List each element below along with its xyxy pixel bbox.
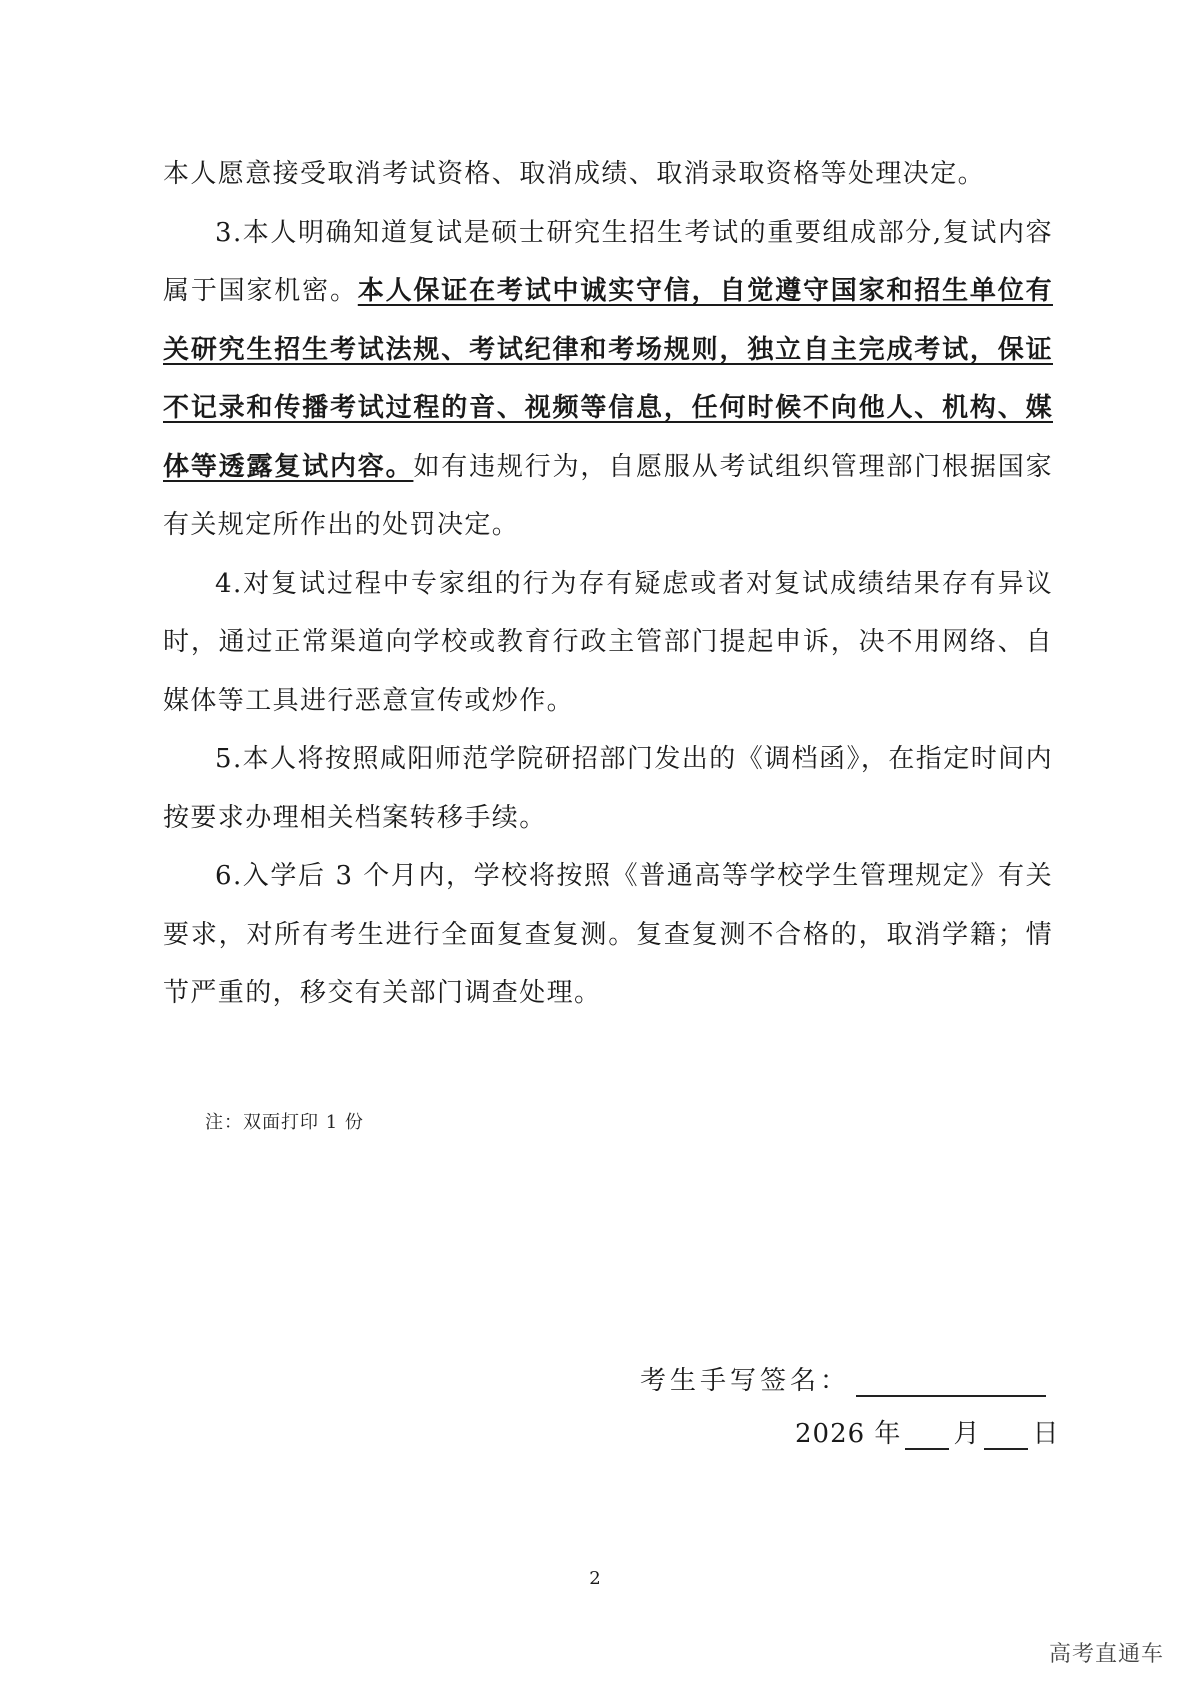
date-row [795, 1413, 1059, 1450]
date-day: 日 [1032, 1419, 1060, 1449]
signature-row [640, 1360, 1046, 1397]
print-note: 注：双面打印 1 份 [205, 1112, 364, 1133]
paragraph-continuation: 本人愿意接受取消考试资格、取消成绩、取消录取资格等处理决定。 [163, 159, 986, 189]
item-3-tail: 如有违规行为，自愿服从考试组织管理部门根据国家有关规定所作出的处罚决定。 [163, 451, 1053, 540]
item-3-emphasis: 本人保证在考试中诚实守信，自觉遵守国家和招生单位有关研究生招生考试法规、考试纪律和考场规则，独立自主完成考试，保证不记录和传播考试过程的音、视频等信息，任何时候不向他人、机构、媒体等透露复试内容。 [163, 276, 1053, 482]
date-month: 月 [953, 1419, 981, 1449]
paragraph-item-6: 6.入学后 3 个月内，学校将按照《普通高等学校学生管理规定》有关要求，对所有考生进行全面复查复测。复查复测不合格的，取消学籍；情节严重的，移交有关部门调查处理。 [163, 861, 1053, 1008]
watermark: 高考直通车 [1048, 1642, 1164, 1667]
month-blank [905, 1424, 949, 1450]
paragraph-item-4: 4.对复试过程中专家组的行为存有疑虑或者对复试成绩结果存有异议时，通过正常渠道向学校或教育行政主管部门提起申诉，决不用网络、自媒体等工具进行恶意宣传或炒作。 [163, 568, 1053, 716]
page-number: 2 [589, 1568, 601, 1589]
paragraph-item-3 [163, 204, 1053, 555]
date-year: 2026 年 [795, 1419, 902, 1449]
item-3-intro: 3.本人明确知道复试是硕士研究生招生考试的重要组成部分,复试内容属于国家机密。 [163, 217, 1053, 306]
day-blank [984, 1424, 1028, 1450]
paragraph-item-5: 5.本人将按照咸阳师范学院研招部门发出的《调档函》，在指定时间内按要求办理相关档案转移手续。 [163, 744, 1053, 833]
signature-label: 考生手写签名： [640, 1366, 851, 1396]
document-body [163, 145, 1053, 1023]
signature-line [856, 1369, 1046, 1397]
